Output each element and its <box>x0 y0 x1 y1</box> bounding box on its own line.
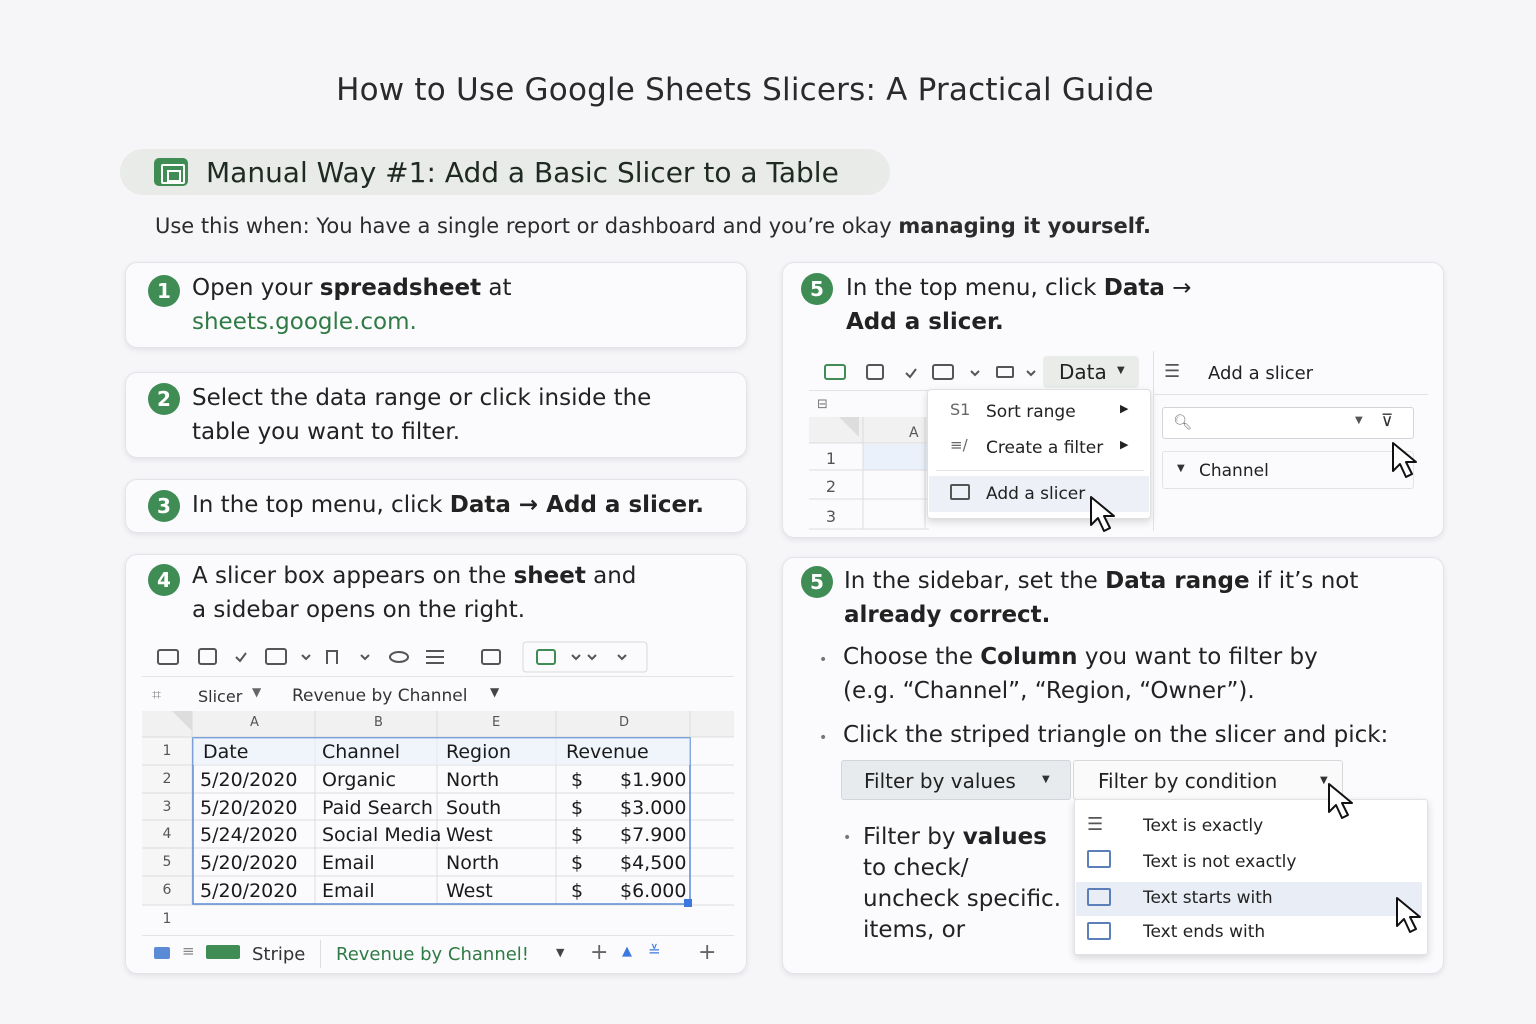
step-5a-text-a: In the top menu, click <box>846 275 1104 301</box>
step-5a-card <box>782 262 1444 538</box>
sub-bullet-line-2: to check/ <box>863 855 969 881</box>
intro-text <box>155 214 1151 238</box>
menu-item-text-exactly[interactable]: Text is exactly <box>1143 816 1264 836</box>
slicer-sidebar <box>1153 351 1427 531</box>
filter-by-values-label: Filter by values <box>864 769 1016 793</box>
bullet-dot: • <box>819 730 828 746</box>
step-1-number: 1 <box>148 275 180 307</box>
step-1-text <box>192 271 512 339</box>
step-5b-line-2: already correct. <box>844 602 1051 628</box>
row-number[interactable]: 6 <box>162 882 172 898</box>
step-5b-text-c: if it’s not <box>1249 568 1359 594</box>
menu-item-create-filter[interactable]: Create a filter <box>986 438 1104 458</box>
table-icon <box>825 365 845 379</box>
sub-bullet-b: values <box>962 824 1047 850</box>
sidebar-search-input[interactable] <box>1162 407 1414 439</box>
step-3-number: 3 <box>148 490 180 522</box>
table-cell[interactable]: 5/20/2020 <box>200 797 298 819</box>
table-cell[interactable]: $ <box>571 824 584 846</box>
step-1-text-c: at <box>481 275 512 301</box>
row-number[interactable]: 2 <box>162 771 172 787</box>
table-cell[interactable]: North <box>446 852 500 874</box>
filter-icon[interactable]: ≚ <box>648 942 661 960</box>
menu-item-sort-range[interactable]: Sort range <box>986 402 1076 422</box>
window-icon <box>482 650 500 664</box>
menu-item-text-starts[interactable]: Text starts with <box>1143 888 1273 908</box>
mouse-cursor-icon <box>1395 896 1429 936</box>
format-icon <box>327 651 337 664</box>
bullet-dot: • <box>819 652 828 668</box>
sheet-grid <box>142 711 734 941</box>
chevron-right-icon: ▶ <box>1120 438 1129 451</box>
slicer-list-icon: ☰ <box>1164 361 1181 382</box>
bullet-1-b: Column <box>980 644 1078 670</box>
sheets-table-icon <box>154 158 188 186</box>
step-4-line-2: a sidebar opens on the right. <box>192 597 526 623</box>
list-icon <box>426 651 444 663</box>
menu-icon[interactable]: ≡ <box>182 942 195 960</box>
window-icon <box>997 367 1013 377</box>
sort-range-icon: S1 <box>950 400 971 419</box>
step-4-text-a: A slicer box appears on the <box>192 563 514 589</box>
bullet-1-line-2: (e.g. “Channel”, “Region, “Owner”). <box>843 678 1255 704</box>
table-cell[interactable]: Email <box>322 880 375 902</box>
chevron-down-icon <box>302 655 310 659</box>
data-menu-button[interactable]: Data <box>1059 360 1107 384</box>
step-3-text-a: In the top menu, click <box>192 492 450 518</box>
step-4-text-b: sheet <box>513 563 586 589</box>
mini-toolbar <box>809 353 1149 391</box>
save-icon <box>867 365 883 379</box>
sheet-list-icon[interactable] <box>154 947 170 959</box>
bullet-1 <box>843 640 1318 708</box>
add-sheet-icon[interactable]: + <box>698 940 717 965</box>
step-5b-text-b: Data range <box>1105 568 1250 594</box>
table-cell[interactable]: $4,500 <box>620 852 687 874</box>
chevron-down-icon: ▼ <box>1320 775 1328 786</box>
menu-divider <box>936 470 1144 471</box>
tab-stripe[interactable]: Stripe <box>252 944 306 965</box>
filter-by-condition-button[interactable] <box>1073 760 1343 800</box>
row-number[interactable]: 1 <box>162 911 172 927</box>
slicer-title[interactable]: Revenue by Channel <box>292 686 468 706</box>
chart-icon <box>537 650 555 664</box>
step-3-text-b: Data → Add a slicer. <box>449 492 704 518</box>
step-5b-card <box>782 557 1444 974</box>
sub-bullet-line-3: uncheck specific. <box>863 886 1062 912</box>
table-cell[interactable]: Organic <box>322 769 396 791</box>
table-cell[interactable]: $1.900 <box>620 769 687 791</box>
table-cell[interactable]: North <box>446 769 500 791</box>
table-cell[interactable]: 5/24/2020 <box>200 824 298 846</box>
table-cell[interactable]: $6.000 <box>620 880 687 902</box>
chevron-down-icon: ▼ <box>1117 365 1125 376</box>
sub-bullet <box>863 822 1061 946</box>
step-1-text-b: spreadsheet <box>319 275 482 301</box>
bullet-1-c: you want to filter by <box>1077 644 1318 670</box>
menu-item-text-not-exactly[interactable]: Text is not exactly <box>1143 852 1297 872</box>
table-cell[interactable]: $3.000 <box>620 797 687 819</box>
bullet-2: Click the striped triangle on the slicer and pick: <box>843 722 1389 748</box>
step-2-card <box>125 372 747 458</box>
link-icon <box>390 652 408 662</box>
col-letter-e[interactable]: E <box>492 715 501 730</box>
col-letter-a[interactable]: A <box>250 715 259 730</box>
header-cell[interactable]: Region <box>446 741 512 763</box>
intro-bold: managing it yourself. <box>898 214 1151 238</box>
table-cell[interactable]: 5/20/2020 <box>200 769 298 791</box>
tab-icon <box>206 945 240 959</box>
filter-by-condition-label: Filter by condition <box>1098 769 1278 793</box>
page-title: How to Use Google Sheets Slicers: A Practical Guide <box>336 72 1154 108</box>
step-2-text <box>192 381 651 449</box>
table-cell[interactable]: South <box>446 797 502 819</box>
mouse-cursor-icon <box>1327 782 1361 822</box>
sheet-tabs-bar <box>142 935 734 971</box>
chevron-down-icon: ▼ <box>1177 463 1185 474</box>
table-cell[interactable]: Email <box>322 852 375 874</box>
intro-prefix: Use this when: You have a single report or dashboard and you’re okay <box>155 214 899 238</box>
header-cell[interactable]: Revenue <box>566 741 649 763</box>
sheet-toolbar <box>142 637 734 677</box>
step-1-text-a: Open your <box>192 275 320 301</box>
table-cell[interactable]: West <box>446 824 493 846</box>
menu-item-add-slicer[interactable]: Add a slicer <box>986 484 1086 504</box>
slicer-bar <box>142 681 734 711</box>
step-1-card <box>125 262 747 348</box>
table-cell[interactable]: $ <box>571 797 584 819</box>
filter-icon[interactable]: ⊽ <box>1381 411 1394 431</box>
header-cell[interactable]: Date <box>203 741 249 763</box>
table-cell[interactable]: $7.900 <box>620 824 687 846</box>
slicer-label[interactable]: Slicer <box>198 687 243 706</box>
text-ends-icon <box>1087 922 1111 940</box>
filter-by-values-button[interactable] <box>841 760 1071 800</box>
row-number[interactable]: 3 <box>162 799 172 815</box>
chevron-down-icon <box>572 655 626 659</box>
add-icon[interactable]: + <box>590 940 609 965</box>
chevron-right-icon: ▶ <box>1120 402 1129 415</box>
step-2-number: 2 <box>148 383 180 415</box>
mini-grid <box>809 393 929 533</box>
mini-col-a[interactable]: A <box>909 425 919 441</box>
chevron-down-icon <box>1027 371 1035 375</box>
row-number[interactable]: 4 <box>162 826 172 842</box>
bullet-dot: • <box>843 830 852 846</box>
sub-bullet-line-4: items, or <box>863 917 966 943</box>
col-letter-d[interactable]: D <box>619 715 630 730</box>
chevron-down-icon[interactable]: ▼ <box>556 946 565 959</box>
chevron-down-icon: ▼ <box>490 685 500 699</box>
sidebar-field-label: Channel <box>1199 461 1269 481</box>
row-number[interactable]: 2 <box>825 477 837 496</box>
table-cell[interactable]: $ <box>571 880 584 902</box>
chevron-down-icon: ▼ <box>252 685 262 699</box>
mini-cell-icon: ⊟ <box>817 397 828 412</box>
tab-revenue-by-channel[interactable]: Revenue by Channel! <box>336 944 530 965</box>
step-2-line-2: table you want to filter. <box>192 419 461 445</box>
menu-item-text-ends[interactable]: Text ends with <box>1143 922 1266 942</box>
text-exactly-icon: ☰ <box>1087 814 1104 835</box>
step-2-line-1: Select the data range or click inside the <box>192 385 652 411</box>
sheets-link[interactable]: sheets.google.com. <box>192 309 417 335</box>
layout-icon <box>933 365 953 379</box>
section-header <box>120 149 890 195</box>
step-4-text <box>192 559 636 627</box>
chevron-down-icon: ▼ <box>1355 415 1363 426</box>
col-letter-b[interactable]: B <box>374 715 383 730</box>
triangle-up-icon[interactable]: ▲ <box>622 944 632 959</box>
mouse-cursor-icon <box>1089 495 1123 535</box>
chevron-down-icon <box>971 371 979 375</box>
row-number[interactable]: 1 <box>162 743 172 759</box>
header-cell[interactable]: Channel <box>322 741 401 763</box>
search-icon: 🔍︎ <box>1173 413 1193 431</box>
step-5a-text-c: → <box>1164 275 1192 301</box>
step-5a-number: 5 <box>801 273 833 305</box>
section-title: Manual Way #1: Add a Basic Slicer to a Table <box>206 155 839 189</box>
step-3-text <box>192 488 704 522</box>
table-cell[interactable]: Social Media <box>322 824 442 846</box>
mouse-cursor-icon <box>1391 441 1425 481</box>
table-cell[interactable]: West <box>446 880 493 902</box>
step-5a-text <box>846 271 1192 339</box>
text-starts-icon <box>1087 888 1111 906</box>
create-filter-icon: ≡/ <box>950 436 968 454</box>
table-icon <box>158 650 178 664</box>
chevron-down-icon <box>361 655 369 659</box>
table-cell[interactable]: $ <box>571 852 584 874</box>
check-icon <box>236 653 246 661</box>
step-5a-line-2: Add a slicer. <box>846 309 1004 335</box>
step-3-card <box>125 479 747 533</box>
tab-divider <box>320 940 321 968</box>
step-4-number: 4 <box>148 564 180 596</box>
sidebar-header <box>1154 351 1428 395</box>
step-4-card <box>125 554 747 974</box>
step-5b-text-a: In the sidebar, set the <box>844 568 1106 594</box>
step-4-text-c: and <box>585 563 637 589</box>
table-cell[interactable]: $ <box>571 769 584 791</box>
table-cell[interactable]: Paid Search <box>322 797 433 819</box>
bullet-1-a: Choose the <box>843 644 981 670</box>
table-cell[interactable]: 5/20/2020 <box>200 880 298 902</box>
save-icon <box>199 649 216 664</box>
row-number[interactable]: 1 <box>825 449 837 468</box>
slicer-icon: ⌗ <box>152 685 162 704</box>
sub-bullet-a: Filter by <box>863 824 963 850</box>
sidebar-field[interactable] <box>1162 451 1414 489</box>
step-5b-number: 5 <box>801 566 833 598</box>
check-icon <box>906 369 916 377</box>
chevron-down-icon: ▼ <box>1042 774 1050 785</box>
step-5b-text <box>844 564 1358 632</box>
add-slicer-icon <box>950 484 970 500</box>
toolbar-icons <box>142 637 734 677</box>
sidebar-title: Add a slicer <box>1208 363 1314 384</box>
row-number[interactable]: 3 <box>825 507 837 526</box>
table-cell[interactable]: 5/20/2020 <box>200 852 298 874</box>
row-number[interactable]: 5 <box>162 854 172 870</box>
step-5a-text-b: Data <box>1103 275 1165 301</box>
text-not-exactly-icon <box>1087 850 1111 868</box>
layout-icon <box>266 649 286 664</box>
condition-dropdown-menu <box>1074 799 1428 955</box>
